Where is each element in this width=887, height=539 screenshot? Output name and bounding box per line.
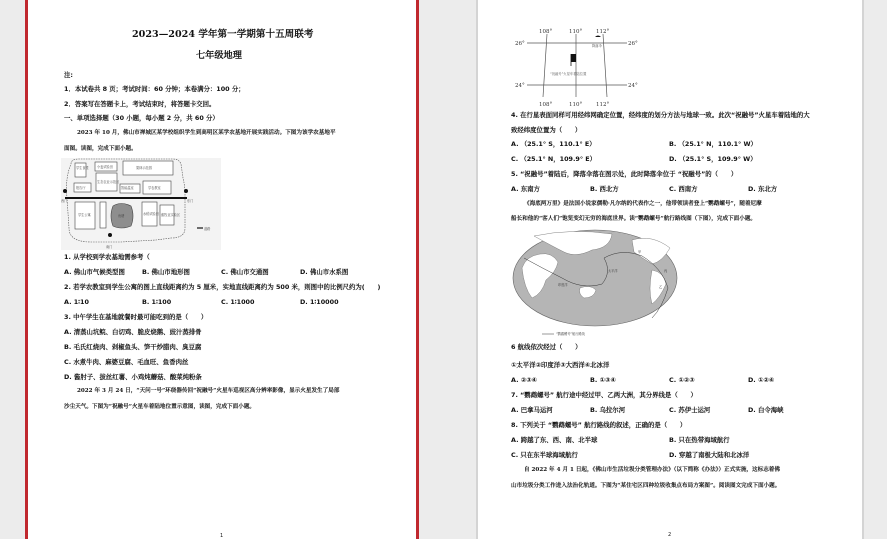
q6-option-c: C. ①②③ [669, 376, 695, 384]
farm-base-map [61, 158, 221, 250]
intro-3-line-2: 船长和他的“客人们”饱览变幻无穷的海底世界。读“鹦鹉螺号”航行路线图（下图），完成下面小题。 [511, 216, 757, 222]
section-heading: 一、单项选择题（30 小题，每小题 2 分，共 60 分） [64, 114, 219, 122]
q3-option-b: B. 毛氏红烧肉、剁椒鱼头、笋干炒腊肉、臭豆腐 [64, 343, 202, 351]
map-label-yi: 乙 [659, 285, 663, 289]
q3-option-a: A. 清蒸山坑鲩、白切鸡、脆皮烧鹅、豉汁蒸排骨 [64, 328, 202, 336]
lon-bottom-110: 110° [569, 102, 583, 108]
map-label-eco-farm: 生态农业示范区 [97, 180, 120, 184]
q6-option-a: A. ②③④ [511, 376, 537, 384]
q7-option-a: A. 巴拿马运河 [511, 406, 553, 414]
map-label-east-gate: 东门 [187, 199, 194, 203]
q2-option-b: B. 1∶100 [142, 298, 172, 306]
rover-flag-icon [571, 54, 576, 62]
q1-stem: 1. 从学校到学农基地需参考（ [64, 253, 150, 261]
note-2: 2．答案写在答题卡上，考试结束时，将答题卡交回。 [64, 100, 216, 108]
q5-option-a: A. 东南方 [511, 185, 540, 193]
page-2 [478, 0, 862, 539]
q5-option-c: C. 西南方 [669, 185, 698, 193]
map-label-indian: 印度洋 [558, 283, 568, 287]
q5-stem: 5. “祝融号”着陆后，降落伞落在图示处，此时降落伞位于 “祝融号”的（ ） [511, 170, 738, 178]
map-label-classroom: 学农教室 [148, 186, 161, 190]
q5-option-b: B. 西北方 [590, 185, 619, 193]
notes-label: 注: [64, 71, 73, 79]
lat-left-24: 24° [515, 83, 525, 89]
q2-option-a: A. 1∶10 [64, 298, 89, 306]
intro-3-line-1: 《海底两万里》是法国小说家儒勒·凡尔纳的代表作之一，他带领读者登上“鹦鹉螺号”，随着尼摩 [524, 201, 762, 207]
q6-option-b: B. ①③④ [590, 376, 616, 384]
q3-stem: 3. 中午学生在基地就餐时最可能吃到的是（ ） [64, 313, 208, 321]
parachute-icon [595, 36, 601, 38]
map-label-greenhouse: 智能温室 [121, 186, 134, 190]
note-1: 1．本试卷共 8 页；考试时间：60 分钟；本卷满分：100 分； [64, 85, 245, 93]
q7-stem: 7. “鹦鹉螺号” 航行途中经过甲、乙两大洲，其分界线是（ ） [511, 391, 697, 399]
map-label-jia: 甲 [638, 250, 642, 254]
q7-option-d: D. 白令海峡 [748, 406, 784, 414]
page-1-right-margin-rule [416, 0, 419, 539]
map-legend-route: “鹦鹉螺号”航行路线 [556, 332, 585, 336]
lat-left-26: 26° [515, 41, 525, 47]
page-1 [28, 0, 416, 539]
intro-4-line-2: 山市垃圾分类工作进入法治化轨道。下图为“某住宅区四种垃圾收集点布局方案图”。阅读图文完成下面小题。 [511, 483, 781, 489]
map-label-fruit-garden: 果林示范园 [136, 166, 152, 170]
map-label-rice-field: 水稻试验田 [143, 212, 159, 216]
map-label-dorm: 学生公寓 [78, 213, 91, 217]
map-label-canteen: 学生食堂 [76, 166, 89, 170]
q6-option-d: D. ①②④ [748, 376, 775, 384]
q4-stem-line-1: 4. 在行星表面同样可用经纬网确定位置，经纬度的划分方法与地球一致。此次“祝融号”火星车着陆地的大 [511, 111, 810, 119]
q4-option-a: A. （25.1° S，110.1° E） [511, 140, 596, 148]
intro-2-line-1: 2022 年 3 月 24 日，“天问一号”环绕器传回“祝融号”火星车巡视区高分辨率影像，显示火星发生了局部 [77, 388, 340, 394]
mars-latlon-grid [512, 24, 642, 108]
map-legend-road: 道路 [204, 227, 211, 231]
q6-sub: ①太平洋②印度洋③大西洋④北冰洋 [511, 361, 610, 369]
q3-option-c: C. 水煮牛肉、麻婆豆腐、毛血旺、鱼香肉丝 [64, 358, 189, 366]
q2-option-d: D. 1∶10000 [300, 298, 339, 306]
q8-option-c: C. 只在东半球海域航行 [511, 451, 578, 459]
q3-option-d: D. 酱肘子、拔丝红薯、小鸡炖蘑菇、酸菜炖粉条 [64, 373, 202, 381]
lon-top-112: 112° [596, 29, 610, 35]
map-label-hall: 报告厅 [76, 186, 86, 190]
q4-option-b: B. （25.1° N，110.1° W） [669, 140, 757, 148]
q4-stem-line-2: 致经纬度位置为（ ） [511, 126, 582, 134]
exam-title: 2023—2024 学年第一学期第十五周联考 [132, 29, 314, 40]
q4-option-d: D. （25.1° S，109.9° W） [669, 155, 757, 163]
q4-option-c: C. （25.1° N，109.9° E） [511, 155, 597, 163]
intro-4-line-1: 自 2022 年 4 月 1 日起，《佛山市生活垃圾分类管理办法》（以下简称《办法》）正式实施，这标志着佛 [524, 467, 780, 473]
q5-option-d: D. 东北方 [748, 185, 778, 193]
intro-1-line-1: 2023 年 10 月，佛山市禅城区某学校组织学生到高明区某学农基地开展实践活动。下图为该学农基地平 [77, 130, 336, 136]
lon-top-110: 110° [569, 29, 583, 35]
map-label-wheat-field: 小麦试验田 [97, 165, 113, 169]
lon-top-108: 108° [539, 29, 553, 35]
map-label-pond: 鱼塘 [118, 214, 125, 218]
q6-stem: 6 航线依次经过（ ） [511, 343, 582, 351]
q1-option-d: D. 佛山市水系图 [300, 268, 349, 276]
lat-right-24: 24° [628, 83, 638, 89]
q8-option-b: B. 只在热带海域航行 [669, 436, 730, 444]
q2-stem: 2. 若学农教室到学生公寓的图上直线距离约为 5 厘米，实地直线距离约为 500 米，则图中的比例尺约为( ) [64, 283, 381, 291]
lat-right-26: 26° [628, 41, 638, 47]
page-number-2: 2 [668, 532, 672, 538]
q8-option-a: A. 跨越了东、西、南、北半球 [511, 436, 598, 444]
q7-option-b: B. 乌拉尔河 [590, 406, 626, 414]
q1-option-a: A. 佛山市气候类型图 [64, 268, 125, 276]
parachute-label: 降落伞 [592, 44, 602, 48]
intro-1-line-2: 面图。读图，完成下面小题。 [64, 146, 137, 152]
q1-option-b: B. 佛山市地形图 [142, 268, 190, 276]
q1-option-c: C. 佛山市交通图 [221, 268, 269, 276]
exam-subject: 七年级地理 [196, 50, 242, 61]
q8-stem: 8. 下列关于 “鹦鹉螺号” 航行路线的叙述，正确的是（ ） [511, 421, 687, 429]
intro-2-line-2: 沙尘天气。下图为“祝融号”火星车着陆地位置示意图，读图，完成下面小题。 [64, 404, 256, 410]
q7-option-c: C. 苏伊士运河 [669, 406, 711, 414]
map-label-pacific: 太平洋 [608, 269, 618, 273]
map-label-livestock: 畜牧业实验区 [161, 213, 181, 217]
rover-label: “祝融号”火星车着陆位置 [550, 72, 587, 76]
q2-option-c: C. 1∶1000 [221, 298, 255, 306]
nautilus-route-world-map [512, 228, 678, 336]
map-label-bing: 丙 [664, 269, 668, 273]
lon-bottom-108: 108° [539, 102, 553, 108]
map-label-west-gate: 西门 [61, 199, 68, 203]
page-number-1: 1 [220, 533, 224, 539]
page-2-right-edge [862, 0, 864, 539]
map-label-south-gate: 南门 [106, 245, 113, 249]
lon-bottom-112: 112° [596, 102, 610, 108]
q8-option-d: D. 穿越了南极大陆和北冰洋 [669, 451, 750, 459]
